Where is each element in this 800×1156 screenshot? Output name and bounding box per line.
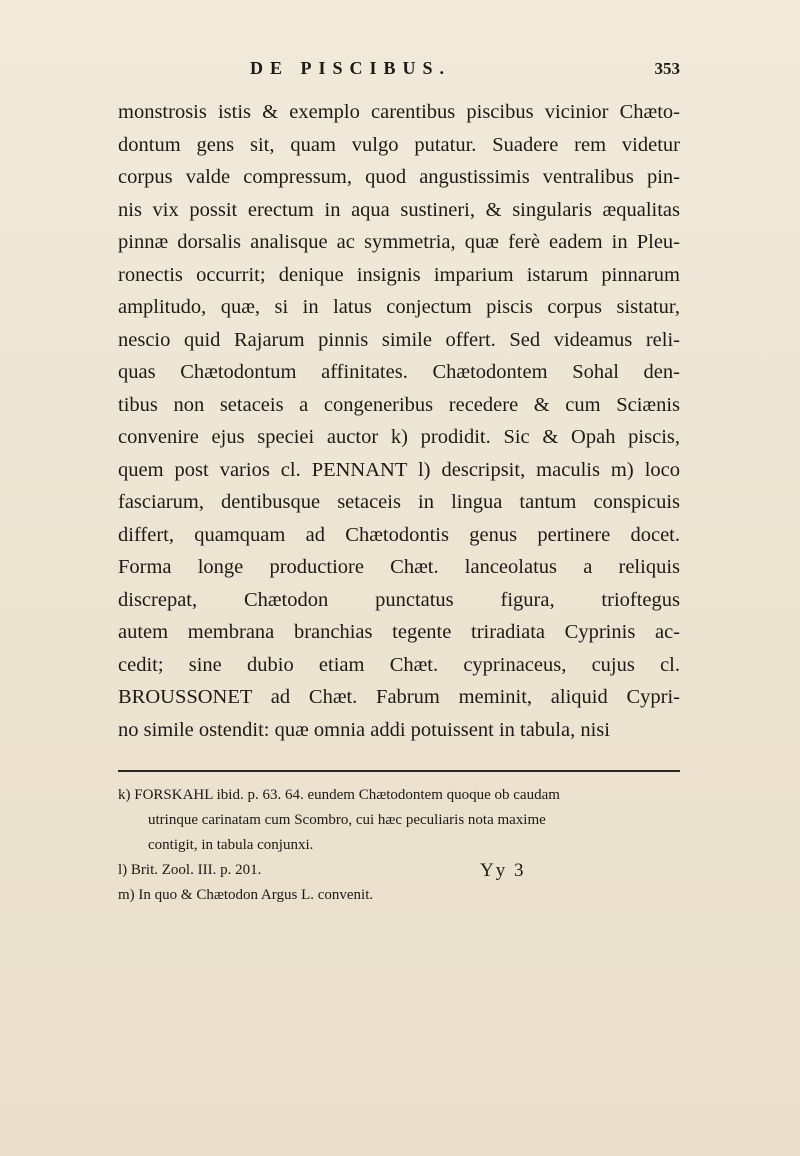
body-line: monstrosis istis & exemplo carentibus piscibus vicinior Chæto-	[118, 101, 680, 123]
body-line: Forma longe productiore Chæt. lanceolatus a reliquis	[118, 556, 680, 578]
body-line: discrepat, Chætodon punctatus figura, trioftegus	[118, 588, 680, 611]
body-line: no simile ostendit: quæ omnia addi potuissent in tabula, nisi	[118, 718, 610, 741]
body-line: convenire ejus speciei auctor k) prodidit. Sic & Opah piscis,	[118, 426, 680, 448]
signature-mark: Yy 3	[480, 860, 526, 881]
footnote-rule	[118, 770, 680, 772]
body-line: amplitudo, quæ, si in latus conjectum piscis corpus sistatur,	[118, 296, 680, 318]
body-line: dontum gens sit, quam vulgo putatur. Suadere rem videtur	[118, 133, 680, 156]
body-line: BROUSSONET ad Chæt. Fabrum meminit, aliquid Cypri-	[118, 686, 680, 708]
body-line: quem post varios cl. PENNANT l) descripsit, maculis m) loco	[118, 458, 680, 481]
body-line: cedit; sine dubio etiam Chæt. cyprinaceus, cujus cl.	[118, 653, 680, 676]
footnote-line: contigit, in tabula conjunxi.	[148, 837, 314, 853]
body-line: tibus non setaceis a congeneribus recedere & cum Sciænis	[118, 393, 680, 416]
body-line: nis vix possit erectum in aqua sustineri, & singularis æqualitas	[118, 198, 680, 221]
body-line: nescio quid Rajarum pinnis simile offert. Sed videamus reli-	[118, 328, 680, 351]
running-head: DE PISCIBUS.	[250, 58, 452, 78]
footnote-line: k) FORSKAHL ibid. p. 63. 64. eundem Chætodontem quoque ob caudam	[118, 787, 560, 803]
footnotes	[118, 783, 680, 908]
body-line: corpus valde compressum, quod angustissimis ventralibus pin-	[118, 166, 680, 188]
footnote-line: m) In quo & Chætodon Argus L. convenit.	[118, 887, 374, 903]
body-line: autem membrana branchias tegente triradiata Cyprinis ac-	[118, 621, 680, 643]
footnote-line: l) Brit. Zool. III. p. 201.	[118, 862, 262, 878]
body-line: ronectis occurrit; denique insignis imparium istarum pinnarum	[118, 263, 680, 286]
footnote-line: utrinque carinatam cum Scombro, cui hæc peculiaris nota maxime	[148, 812, 546, 828]
body-line: pinnæ dorsalis analisque ac symmetria, quæ ferè eadem in Pleu-	[118, 231, 680, 253]
body-line: differt, quamquam ad Chætodontis genus pertinere docet.	[118, 523, 680, 546]
body-line: fasciarum, dentibusque setaceis in lingua tantum conspicuis	[118, 491, 680, 513]
body-text	[118, 96, 680, 746]
page-header	[200, 58, 680, 79]
page-number: 353	[654, 59, 680, 78]
body-line: quas Chætodontum affinitates. Chætodontem Sohal den-	[118, 361, 680, 383]
